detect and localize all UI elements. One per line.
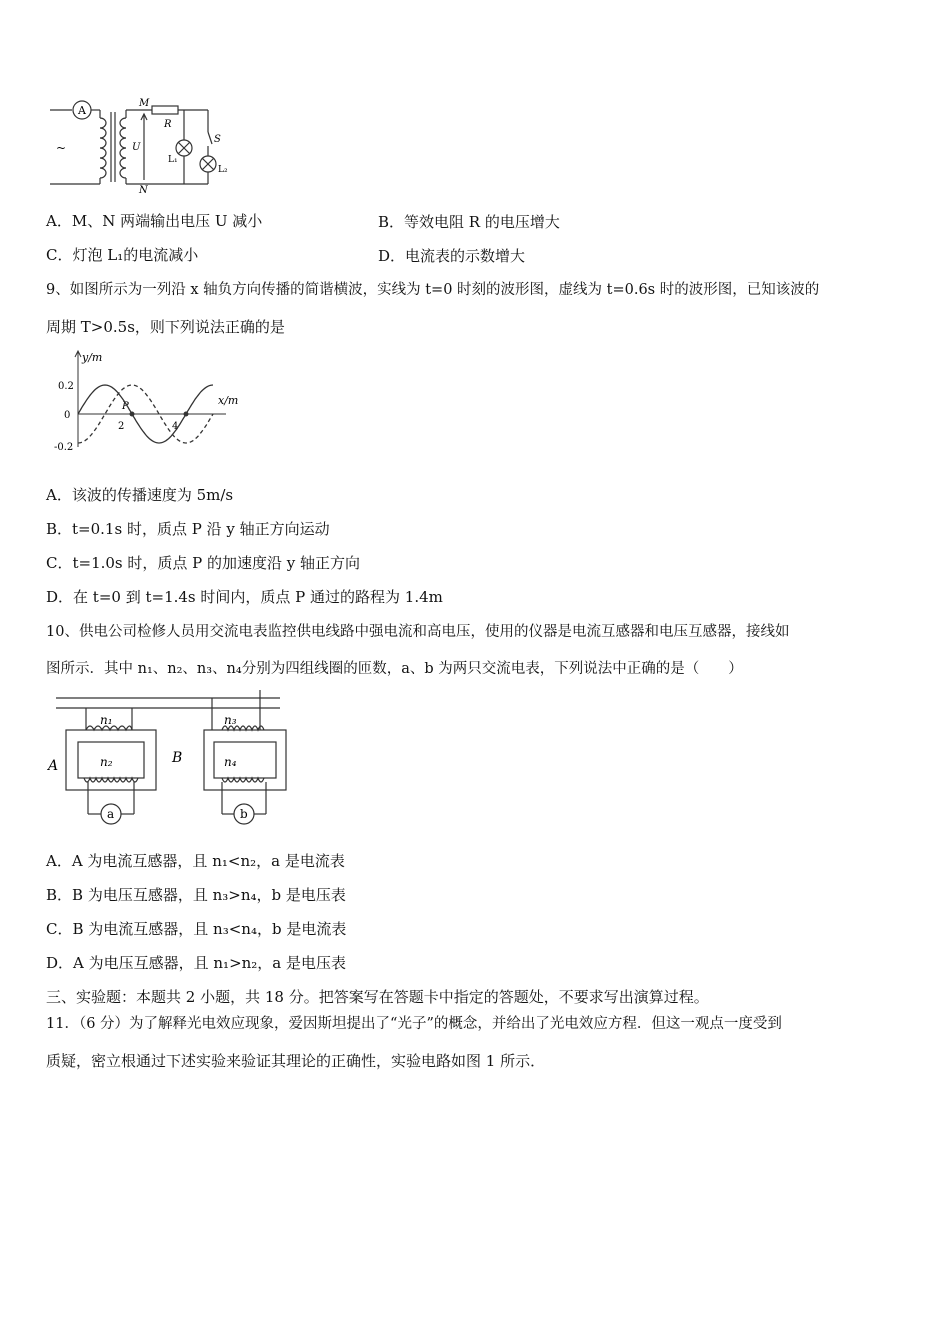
terminal-n-label: N [139,185,148,196]
x-tick-2: 2 [118,421,125,432]
transformer-circuit-figure [44,98,244,196]
device-b-label: B [172,750,183,766]
transformer-pair-figure [44,690,294,830]
q9-option-c: C．t=1.0s 时，质点 P 的加速度沿 y 轴正方向 [46,554,361,572]
y-tick-zero: 0 [64,410,71,421]
point-p-label: P [122,401,129,412]
q11-stem-line1: 11．（6 分）为了解释光电效应现象，爱因斯坦提出了“光子”的概念，并给出了光电效应方程．但这一观点一度受到 [46,1016,782,1032]
section3-heading: 三、实验题：本题共 2 小题，共 18 分。把答案写在答题卡中指定的答题处，不要求写出演算过程。 [46,988,709,1006]
q10-option-a: A．A 为电流互感器，且 n₁<n₂，a 是电流表 [46,852,345,870]
terminal-m-label: M [139,98,150,109]
device-a-label: A [48,758,59,774]
coil-n4-label: n₄ [224,755,237,769]
q11-stem-line2: 质疑，密立根通过下述实验来验证其理论的正确性，实验电路如图 1 所示． [46,1052,546,1070]
y-axis-label: y/m [82,351,103,364]
y-tick-top: 0.2 [58,381,74,392]
ac-symbol: ~ [56,141,67,155]
coil-n3-label: n₃ [224,713,237,727]
meter-a-label: a [107,807,115,821]
coil-n1-label: n₁ [100,713,113,727]
q9-stem-line2: 周期 T>0.5s，则下列说法正确的是 [46,318,285,336]
voltage-label: U [132,142,141,153]
q10-stem-line1: 10、供电公司检修人员用交流电表监控供电线路中强电流和高电压，使用的仪器是电流互感器和电压互感器，接线如 [46,624,790,640]
q9-option-a: A．该波的传播速度为 5m/s [46,486,234,504]
point-p [130,412,135,417]
q10-option-d: D．A 为电压互感器，且 n₁>n₂，a 是电压表 [46,954,347,972]
point-x4 [184,412,189,417]
q10-option-c: C．B 为电流互感器，且 n₃<n₄，b 是电流表 [46,920,347,938]
ammeter-label: A [78,104,86,117]
x-tick-4: 4 [172,421,179,432]
q9-option-d: D．在 t=0 到 t=1.4s 时间内，质点 P 通过的路程为 1.4m [46,588,443,606]
switch-label: S [214,134,221,145]
resistor-label: R [164,119,172,130]
q8-option-d: D．电流表的示数增大 [378,247,526,265]
coil-n2-label: n₂ [100,755,113,769]
q9-option-b: B．t=0.1s 时，质点 P 沿 y 轴正方向运动 [46,520,330,538]
q10-option-b: B．B 为电压互感器，且 n₃>n₄，b 是电压表 [46,886,346,904]
lamp2-label: L₂ [218,165,228,175]
q8-option-b: B．等效电阻 R 的电压增大 [378,213,560,231]
y-tick-bottom: -0.2 [54,442,74,453]
x-axis-label: x/m [218,394,239,407]
lamp1-label: L₁ [168,155,178,165]
meter-b-label: b [240,807,248,821]
wave-chart [46,347,246,457]
q10-stem-line2: 图所示．其中 n₁、n₂、n₃、n₄分别为四组线圈的匝数，a、b 为两只交流电表，下列说法中正确的是（ ） [46,661,743,677]
q8-option-a: A．M、N 两端输出电压 U 减小 [46,212,263,230]
q9-stem-line1: 9、如图所示为一列沿 x 轴负方向传播的简谐横波，实线为 t=0 时刻的波形图，虚线为 t=0.6s 时的波形图，已知该波的 [46,282,820,298]
q8-option-c: C．灯泡 L₁的电流减小 [46,246,199,264]
